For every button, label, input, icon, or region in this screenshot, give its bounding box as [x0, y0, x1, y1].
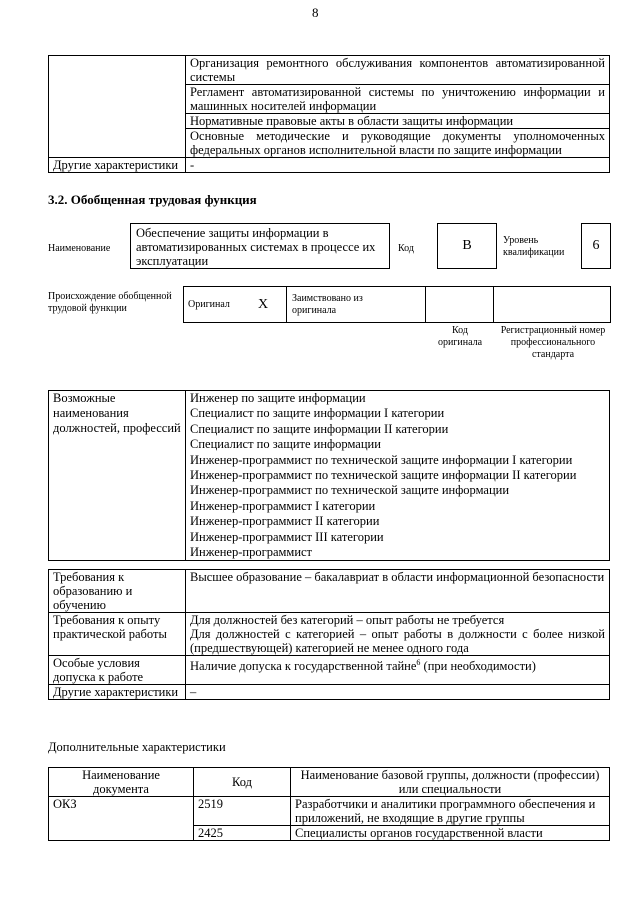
position-item: Инженер-программист II категории [190, 514, 380, 529]
knowledge-table [48, 55, 610, 173]
section-title: 3.2. Обобщенная трудовая функция [48, 192, 257, 207]
education-label: Требования к образованию и обучению [49, 570, 186, 613]
table-row [49, 797, 610, 826]
origin-divider-2 [425, 286, 426, 323]
position-item: Инженер-программист I категории [190, 498, 376, 513]
original-label: Оригинал [188, 299, 230, 310]
other-characteristics-label: Другие характеристики [49, 685, 186, 700]
knowledge-row: Нормативные правовые акты в области защиты информации [186, 114, 610, 129]
level-label: Уровень квалификации [503, 235, 565, 258]
other-characteristics-label: Другие характеристики [49, 158, 186, 173]
borrowed-label: Заимствовано из оригинала [292, 293, 363, 316]
code-box [437, 223, 497, 269]
knowledge-row: Организация ремонтного обслуживания компонентов автоматизированной системы [186, 56, 610, 85]
doc-cell: ОКЗ [49, 797, 194, 841]
code-cell: 2519 [194, 797, 291, 826]
header-group-name: Наименование базовой группы, должности (профессии) или специальности [291, 768, 610, 797]
position-item: Инженер-программист по технической защите информации [190, 483, 510, 498]
position-item: Специалист по защите информации [190, 437, 381, 452]
code-original-caption: Код оригинала [437, 325, 483, 348]
other-characteristics-value: - [186, 158, 610, 173]
knowledge-row: Основные методические и руководящие документы уполномоченных федеральных органов исполнительной власти по защите информации [186, 129, 610, 158]
position-item: Инженер-программист по технической защите информации I категории [190, 452, 573, 467]
footnote-mark: 6 [416, 658, 421, 667]
education-value: Высшее образование – бакалавриат в области информационной безопасности [186, 570, 610, 613]
name-box [130, 223, 390, 269]
original-mark: X [258, 297, 269, 312]
origin-label: Происхождение обобщенной трудовой функции [48, 291, 172, 314]
group-name-cell: Разработчики и аналитики программного обеспечения и приложений, не входящие в другие группы [291, 797, 610, 826]
position-item: Инженер-программист III категории [190, 529, 384, 544]
position-item: Инженер-программист по технической защите информации II категории [190, 468, 577, 483]
special-conditions-value: Наличие допуска к государственной тайне$^6$ (при необходимости) [186, 656, 610, 685]
experience-value-2: Для должностей с категорией – опыт работы в должности с более низкой (предшествующей) категорией не менее одного года [190, 627, 605, 655]
name-label: Наименование [48, 243, 111, 254]
position-item: Инженер по защите информации [190, 391, 366, 405]
experience-value-1: Для должностей без категорий – опыт работы не требуется [190, 613, 505, 627]
reg-number-caption: Регистрационный номер профессионального стандарта [500, 325, 606, 360]
code-label: Код [398, 243, 414, 254]
requirements-table [48, 569, 610, 700]
page-number: 8 [312, 5, 319, 20]
level-box [581, 223, 611, 269]
position-item: Специалист по защите информации I категории [190, 406, 445, 421]
other-characteristics-value: – [186, 685, 610, 700]
additional-title: Дополнительные характеристики [48, 740, 226, 754]
name-value: Обеспечение защиты информации в автоматизированных системах в процессе их эксплуатации [136, 226, 376, 268]
experience-label: Требования к опыту практической работы [49, 613, 186, 656]
positions-table [48, 390, 610, 561]
origin-divider-1 [286, 286, 287, 323]
experience-value [186, 613, 610, 656]
special-conditions-label: Особые условия допуска к работе [49, 656, 186, 685]
positions-list [186, 391, 610, 561]
level-value: 6 [592, 238, 600, 253]
header-document: Наименование документа [49, 768, 194, 797]
origin-divider-3 [493, 286, 494, 323]
positions-label: Возможные наименования должностей, профессий [49, 391, 186, 561]
code-value: B [462, 238, 472, 253]
position-item: Специалист по защите информации II категории [190, 421, 449, 436]
additional-table [48, 767, 610, 841]
group-name-cell: Специалисты органов государственной власти [291, 826, 610, 841]
header-code: Код [194, 768, 291, 797]
position-item: Инженер-программист [190, 545, 313, 560]
code-cell: 2425 [194, 826, 291, 841]
knowledge-row: Регламент автоматизированной системы по уничтожению информации и машинных носителей информации [186, 85, 610, 114]
